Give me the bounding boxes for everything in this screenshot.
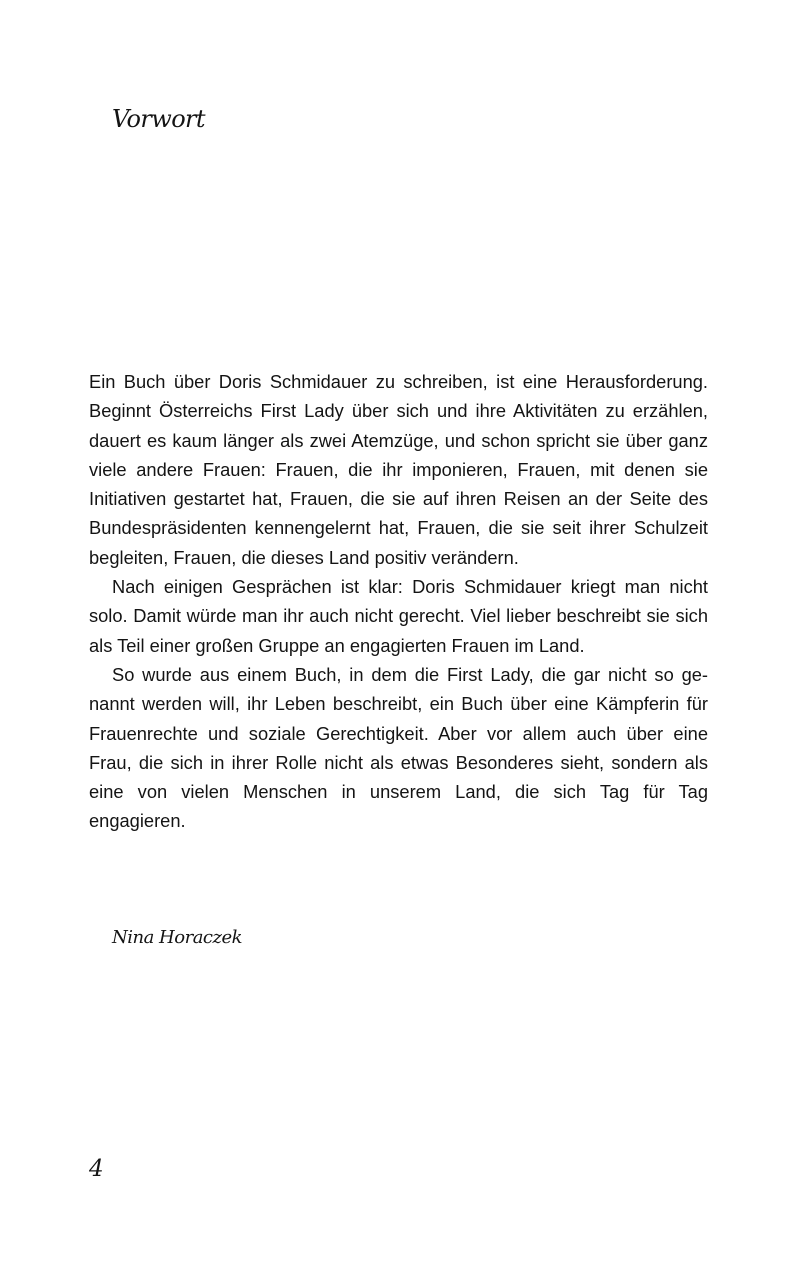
foreword-text [89, 367, 708, 836]
page-number: 4 [89, 1156, 104, 1182]
author-signature: Nina Horaczek [112, 927, 243, 948]
paragraph-1: Ein Buch über Doris Schmidauer zu schreiben, ist eine Herausforderung. Beginnt Österreichs First Lady über sich und ihre Aktivitäten zu erzählen, dauert es kaum länger als zwei Atemzüge, und schon spricht sie über ganz viele andere Frauen: Frauen, die ihr imponieren, Frauen, mit denen sie Initiativen gestartet hat, Frauen, die sie auf ihren Reisen an der Seite des Bundespräsidenten kennengelernt hat, Frauen, die sie seit ihrer Schulzeit begleiten, Frauen, die dieses Land positiv verändern. [89, 371, 708, 568]
paragraph-2: Nach einigen Gesprächen ist klar: Doris Schmidauer kriegt man nicht solo. Damit würde man ihr auch nicht gerecht. Viel lieber beschreibt sie sich als Teil einer großen Gruppe an engagierten Frauen im Land. [89, 576, 708, 656]
paragraph-3: So wurde aus einem Buch, in dem die First Lady, die gar nicht so genannt werden will, ihr Leben beschreibt, ein Buch über eine Kämpferin für Frauenrechte und soziale Gerechtigkeit. Aber vor allem auch über eine Frau, die sich in ihrer Rolle nicht als etwas Besonderes sieht, sondern als eine von vielen Menschen in unserem Land, die sich Tag für Tag engagieren. [89, 663, 708, 832]
page-title: Vorwort [112, 105, 205, 133]
